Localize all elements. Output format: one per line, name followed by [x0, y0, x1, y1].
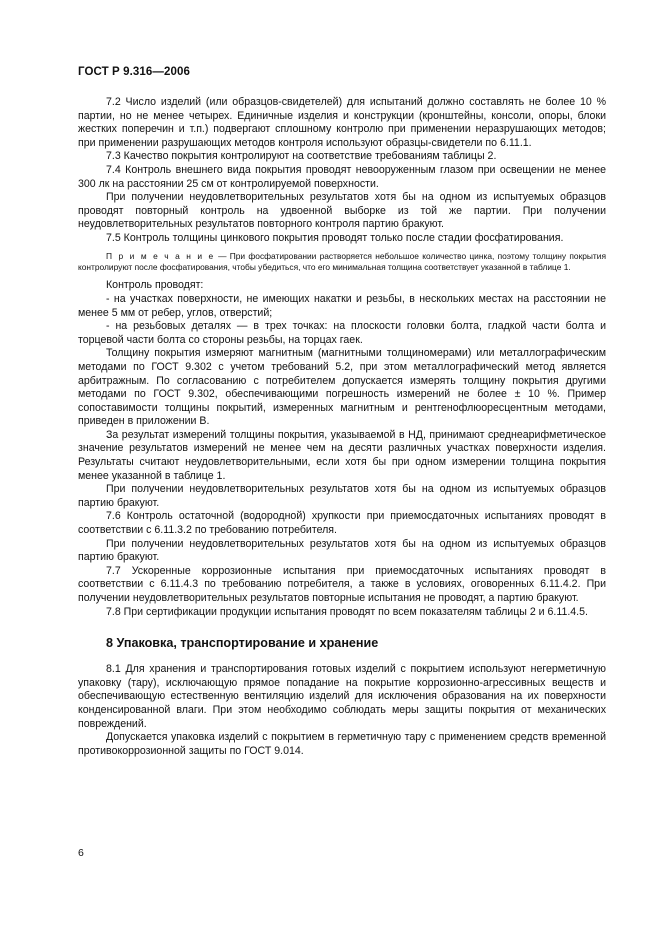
page-content: [78, 96, 606, 758]
note-label: П р и м е ч а н и е: [106, 250, 215, 261]
control-item-threaded: - на резьбовых деталях — в трех точках: на плоскости головки болта, гладкой части болта и торцевой части болта со стороны резьбы, на торцах гаек.: [78, 320, 606, 346]
paragraph-8-packaging: Допускается упаковка изделий с покрытием в герметичную тару с применением средств временной противокоррозионной защиты по ГОСТ 9.014.: [78, 731, 606, 757]
paragraph-7-4: 7.4 Контроль внешнего вида покрытия проводят невооруженным глазом при освещении не менее 300 лк на расстоянии 25 см от контролируемой поверхности.: [78, 163, 606, 190]
document-header: ГОСТ Р 9.316—2006: [78, 66, 190, 78]
section-8-title: 8 Упаковка, транспортирование и хранение: [106, 636, 379, 651]
paragraph-7-3: 7.3 Качество покрытия контролируют на соответствие требованиям таблицы 2.: [106, 150, 497, 163]
paragraph-7-2: 7.2 Число изделий (или образцов-свидетелей) для испытаний должно составлять не более 10 % партии, но не менее четырех. Единичные изделия и конструкции (кронштейны, консоли, опоры, блоки жестких поперечин и т.п.) подвергают сплошному контролю при применении неразрушающих методов; при применении разрушающих методов контроля используют образцы-свидетели по 6.11.1.: [78, 96, 606, 149]
paragraph-reject-thickness: При получении неудовлетворительных результатов хотя бы на одном из испытуемых образцов партию бракуют.: [78, 483, 606, 509]
paragraph-7-7: 7.7 Ускоренные коррозионные испытания при приемосдаточных испытаниях проводят в соответствии с 6.11.4.3 по требованию потребителя, а также в условиях, оговоренных 6.11.4.2. При получении неудовлетворительных результатов повторные испытания не проводят, а партию бракуют.: [78, 564, 606, 604]
paragraph-8-1: 8.1 Для хранения и транспортирования готовых изделий с покрытием используют негерметичную упаковку (тару), исключающую прямое попадание на покрытие коррозионно-агрессивных веществ и обеспечивающую естественную вентиляцию изделий для исключения образования на их поверхности конденсированной влаги. При этом необходимо соблюдать меры защиты покрытия от механических повреждений.: [78, 663, 606, 730]
paragraph-7-6: 7.6 Контроль остаточной (водородной) хрупкости при приемосдаточных испытаниях проводят в соответствии с 6.11.3.2 по требованию потребителя.: [78, 510, 606, 537]
note-text: — При фосфатировании растворяется небольшое количество цинка, поэтому толщину покрытия контролируют после фосфатирования, чтобы убедиться, что его минимальная толщина соответствует указанной в таблице 1.: [78, 250, 606, 272]
page-number: 6: [78, 847, 84, 859]
paragraph-reject-brittleness: При получении неудовлетворительных результатов хотя бы на одном из испытуемых образцов партию бракуют.: [78, 537, 606, 564]
control-item-surface: - на участках поверхности, не имеющих накатки и резьбы, в нескольких местах на расстоянии не менее 5 мм от ребер, углов, отверстий;: [78, 292, 606, 319]
paragraph-7-5: 7.5 Контроль толщины цинкового покрытия проводят только после стадии фосфатирования.: [106, 231, 564, 244]
note: [78, 251, 606, 274]
control-intro: Контроль проводят:: [106, 279, 204, 292]
paragraph-7-4-retest: При получении неудовлетворительных результатов хотя бы на одном из испытуемых образцов проводят повторный контроль на удвоенной выборке из той же партии. При получении неудовлетворительных результатов повторного контроля партию бракуют.: [78, 191, 606, 231]
paragraph-7-8: 7.8 При сертификации продукции испытания проводят по всем показателям таблицы 2 и 6.11.4.5.: [106, 605, 588, 618]
paragraph-measurement-result: За результат измерений толщины покрытия, указываемой в НД, принимают среднеарифметическое значение результатов измерений не менее чем на десяти различных участках поверхности изделия. Результаты считают неудовлетворительными, если хотя бы при одном измерении толщина покрытия менее указанной в таблице 1.: [78, 428, 606, 482]
paragraph-thickness-methods: Толщину покрытия измеряют магнитным (магнитными толщиномерами) или металлографическим методами по ГОСТ 9.302 с учетом требований 5.2, при этом металлографический метод является арбитражным. По согласованию с потребителем допускается измерять толщину покрытия другими методами по ГОСТ 9.302, обеспечивающими погрешность измерений не более ± 10 %. Пример сопоставимости толщины покрытий, измеренных магнитным и рентгенофлюоресцентным методами, приведен в приложении В.: [78, 347, 606, 428]
